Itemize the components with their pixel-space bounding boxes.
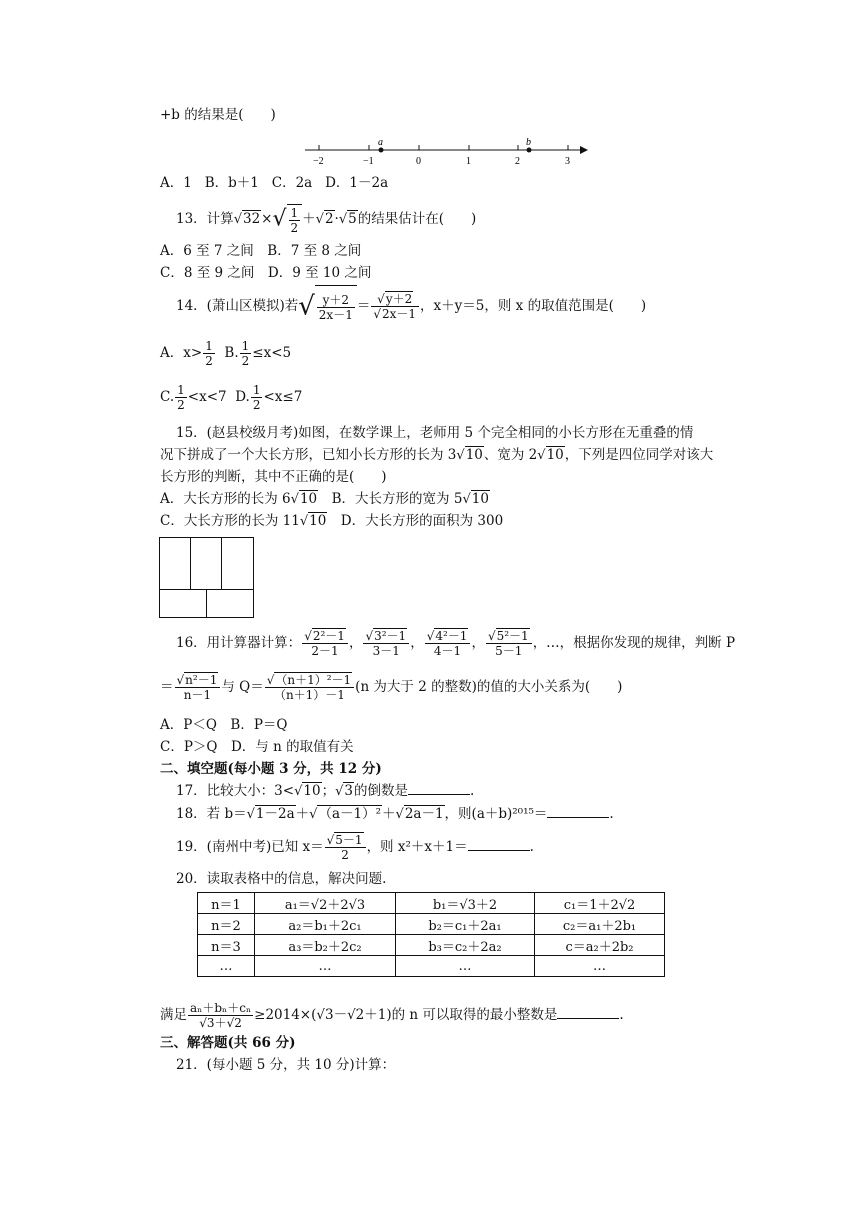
number-line [300, 134, 590, 168]
q12-options [160, 174, 388, 192]
section-2-heading: 二、填空题(每小题 3 分，共 12 分) [160, 761, 382, 777]
table-row: n＝2 a₂＝b₁＋2c₁ b₂＝c₁＋2a₁ c₂＝a₁＋2b₁ [198, 914, 665, 935]
tick-label: −1 [363, 156, 374, 167]
q13-options-1: A．6 至 7 之间 B．7 至 8 之间 [160, 243, 362, 259]
q14-options-ab: A．x> $\frac{1}{2}$ B. $\frac{1}{2}$ ≤x<5 [160, 339, 292, 368]
answer-blank [408, 782, 470, 795]
rectangle-figure [159, 537, 254, 618]
tick-label: −2 [313, 156, 324, 167]
tick-label: 0 [416, 156, 421, 167]
q13-options-2: C．8 至 9 之间 D．9 至 10 之间 [160, 265, 372, 281]
option-d: D．1－2a [325, 175, 389, 191]
q19: 19．(南州中考)已知 x＝ $\frac{√5-1}{2}$ ，则 x²＋x＋1＝ . [176, 833, 534, 862]
q15-line2: 况下拼成了一个大长方形，已知小长方形的长为 3√10、宽为 2√10，下列是四位同学对该大 [160, 447, 714, 463]
q16-options-1: A．P＜Q B．P＝Q [160, 717, 288, 733]
table-row: n＝3 a₃＝b₂＋2c₂ b₃＝c₂＋2a₂ c＝a₂＋2b₂ [198, 935, 665, 956]
q17: 17．比较大小：3<√10；√3的倒数是 . [176, 783, 475, 799]
q15-options-ab: A．大长方形的长为 6√10 B．大长方形的宽为 5√10 [160, 491, 489, 507]
q16-options-2: C．P＞Q D．与 n 的取值有关 [160, 739, 354, 755]
tick-label: 3 [565, 156, 570, 167]
point-b-label: b [526, 137, 531, 148]
option-b: B．b＋1 [204, 175, 259, 191]
answer-blank [468, 838, 530, 851]
q13-stem: 13．计算√32×√ $\frac{1}{2}$ ＋√2·√5的结果估计在( ) [176, 206, 477, 235]
q14-options-cd: C. $\frac{1}{2}$ <x<7 D. $\frac{1}{2}$ <x≤7 [160, 383, 303, 412]
q15-line1: 15．(赵县校级月考)如图，在数学课上，老师用 5 个完全相同的小长方形在无重叠的情 [176, 425, 694, 441]
q21-stem: 21．(每小题 5 分，共 10 分)计算： [176, 1057, 396, 1073]
table-row: … … … … [198, 956, 665, 977]
q12-stem: +b 的结果是( ) [160, 107, 276, 123]
q20-table [197, 892, 665, 977]
section-3-heading: 三、解答题(共 66 分) [160, 1035, 296, 1051]
point-a-label: a [378, 137, 383, 148]
option-c: C．2a [271, 175, 313, 191]
tick-label: 1 [466, 156, 471, 167]
q16-stem: 16．用计算器计算： $\frac{\text{√2²－1}}{2-1}$ ， $\frac{\text{√3²－1}}{3-1}$ ， $\frac{\text{√4²－1}}{4-1}$ ， $\frac{\text{√5²－1}}{5-1}$ ，…，根据你发现的规律，判断 P [176, 629, 736, 658]
q20-stem: 20．读取表格中的信息，解决问题. [176, 871, 387, 887]
q16-line2: ＝ $\frac{\text{√n²－1}}{n-1}$ 与 Q＝ $\frac{\text{√（n＋1）²－1}}{(n+1)-1}$ (n 为大于 2 的整数)的值的大小关系为( ) [160, 673, 623, 702]
q20-condition: 满足 $\frac{\text{aₙ＋bₙ＋cₙ}}{√3+√2}$ ≥2014×(√3－√2＋1)的 n 可以取得的最小整数是 . [160, 1001, 624, 1030]
option-a: A．1 [160, 175, 192, 191]
q18: 18．若 b＝√1－2a＋√（a－1）²＋√2a－1，则(a＋b)²⁰¹⁵＝ . [176, 806, 614, 822]
q14-stem: 14．(萧山区模拟)若√ $\frac{y+2}{2x-1}$ ＝ $\frac{√y+2}{√2x-1}$ ，x＋y＝5，则 x 的取值范围是( ) [176, 285, 646, 328]
q15-options-cd: C．大长方形的长为 11√10 D．大长方形的面积为 300 [160, 513, 504, 529]
answer-blank [547, 805, 609, 818]
table-row: n＝1 a₁＝√2＋2√3 b₁＝√3＋2 c₁＝1＋2√2 [198, 893, 665, 914]
answer-blank [557, 1006, 619, 1019]
q15-line3: 长方形的判断，其中不正确的是( ) [160, 469, 387, 485]
tick-label: 2 [515, 156, 520, 167]
